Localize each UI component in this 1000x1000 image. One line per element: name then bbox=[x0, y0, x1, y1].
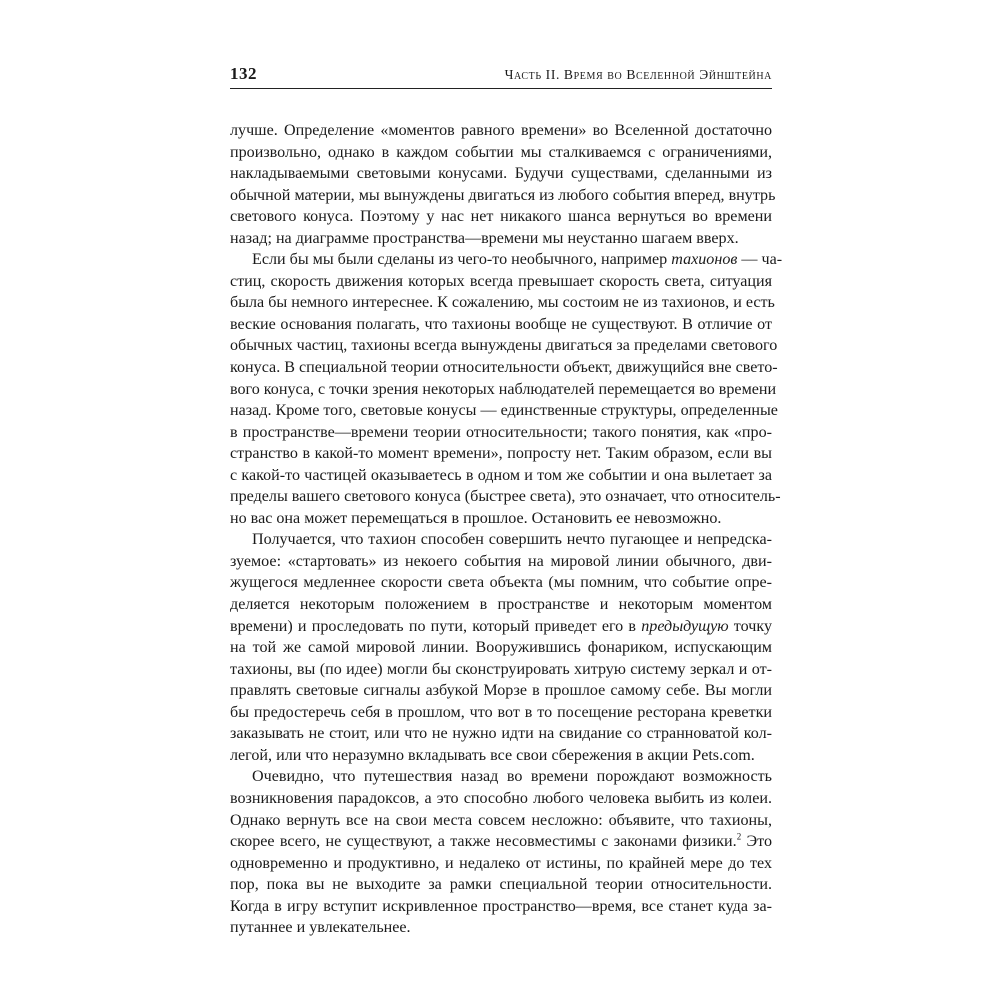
text-line: назад; на диаграмме пространства—времени мы неустанно шагаем вверх. bbox=[230, 229, 739, 247]
text-fragment: — ча- bbox=[737, 251, 783, 269]
text-line: Когда в игру вступит искривленное пространство—время, все станет куда за- bbox=[230, 897, 772, 915]
text-fragment: времени) и проследовать по пути, который приведет его в bbox=[230, 617, 642, 635]
text-line bbox=[230, 831, 772, 853]
text-line: легой, или что неразумно вкладывать все свои сбережения в акции Pets.com. bbox=[230, 746, 755, 764]
text-line: Однако вернуть все на свои места совсем несложно: объявите, что тахионы, bbox=[230, 811, 772, 829]
text-line: конуса. В специальной теории относительности объект, движущийся вне свето- bbox=[230, 359, 778, 377]
text-line: возникновения парадоксов, а это способно любого человека выбить из колеи. bbox=[230, 789, 772, 807]
emphasis-term: тахионов bbox=[671, 251, 738, 269]
body-text bbox=[230, 120, 783, 939]
text-line: лучше. Определение «моментов равного времени» во Вселенной достаточно bbox=[230, 122, 772, 139]
text-line: назад. Кроме того, световые конусы — единственные структуры, определенные bbox=[230, 402, 778, 420]
text-line: в пространстве—времени теории относительности; такого понятия, как «про- bbox=[230, 423, 772, 441]
text-line: но вас она может перемещаться в прошлое. Остановить ее невозможно. bbox=[230, 509, 722, 527]
text-line: зуемое: «стартовать» из некоего события на мировой линии обычного, дви- bbox=[230, 552, 772, 570]
paragraph-1 bbox=[230, 120, 776, 249]
page-number: 132 bbox=[230, 64, 257, 83]
text-line: была бы немного интереснее. К сожалению, мы состоим не из тахионов, и есть bbox=[230, 294, 775, 312]
text-line: правлять световые сигналы азбукой Морзе в прошлое самому себе. Вы могли bbox=[230, 682, 772, 700]
text-line bbox=[230, 249, 783, 271]
text-line: на той же самой мировой линии. Вооружившись фонариком, испускающим bbox=[230, 639, 772, 657]
running-head: Часть II. Время во Вселенной Эйнштейна bbox=[504, 67, 772, 82]
text-line: обычной материи, мы вынуждены двигаться из любого события вперед, внутрь bbox=[230, 186, 776, 204]
text-line: произвольно, однако в каждом событии мы сталкиваемся с ограничениями, bbox=[230, 143, 772, 161]
text-line: стиц, скорость движения которых всегда превышает скорость света, ситуация bbox=[230, 272, 772, 290]
emphasis-term: предыдущую bbox=[641, 617, 729, 635]
text-line: веские основания полагать, что тахионы вообще не существуют. В отличие от bbox=[230, 315, 772, 333]
text-line: обычных частиц, тахионы всегда вынуждены двигаться за пределами светового bbox=[230, 337, 778, 355]
text-line: пор, пока вы не выходите за рамки специальной теории относительности. bbox=[230, 876, 772, 894]
text-line: пределы вашего светового конуса (быстрее света), это означает, что относитель- bbox=[230, 488, 781, 506]
text-line: странство в какой-то момент времени», попросту нет. Таким образом, если вы bbox=[230, 445, 772, 463]
page-header bbox=[230, 64, 772, 89]
text-line: тахионы, вы (по идее) могли бы сконструировать хитрую систему зеркал и от- bbox=[230, 660, 772, 678]
text-line: одновременно и продуктивно, и недалеко от истины, по крайней мере до тех bbox=[230, 854, 772, 872]
text-line: путаннее и увлекательнее. bbox=[230, 919, 411, 937]
paragraph-3 bbox=[230, 529, 772, 766]
text-line bbox=[230, 616, 772, 638]
text-fragment: Это bbox=[741, 833, 773, 851]
text-fragment: Если бы мы были сделаны из чего-то необычного, например bbox=[252, 251, 672, 269]
text-line: заказывать не стоит, или что не нужно идти на свидание со странноватой кол- bbox=[230, 725, 772, 743]
text-line: бы предостеречь себя в прошлом, что вот в то посещение ресторана креветки bbox=[230, 703, 772, 721]
text-fragment: скорее всего, не существуют, а также несовместимы с законами физики. bbox=[230, 833, 737, 851]
paragraph-4 bbox=[230, 766, 772, 938]
text-line: вого конуса, с точки зрения некоторых наблюдателей перемещается во времени bbox=[230, 380, 777, 398]
text-fragment: точку bbox=[728, 617, 772, 635]
text-line: светового конуса. Поэтому у нас нет никакого шанса вернуться во времени bbox=[230, 208, 772, 226]
text-line: Очевидно, что путешествия назад во времени порождают возможность bbox=[252, 768, 772, 786]
text-line: с какой-то частицей оказываетесь в одном и том же событии и она вылетает за bbox=[230, 466, 772, 484]
text-line: жущегося медленнее скорости света объекта (мы помним, что событие опре- bbox=[230, 574, 772, 592]
text-line: Получается, что тахион способен совершить нечто пугающее и непредска- bbox=[252, 531, 772, 549]
text-line: накладываемыми световыми конусами. Будучи существами, сделанными из bbox=[230, 165, 772, 183]
footnote-marker[interactable]: 2 bbox=[736, 831, 742, 842]
text-line: деляется некоторым положением в пространстве и некоторым моментом bbox=[230, 596, 772, 614]
paragraph-2 bbox=[230, 249, 783, 529]
